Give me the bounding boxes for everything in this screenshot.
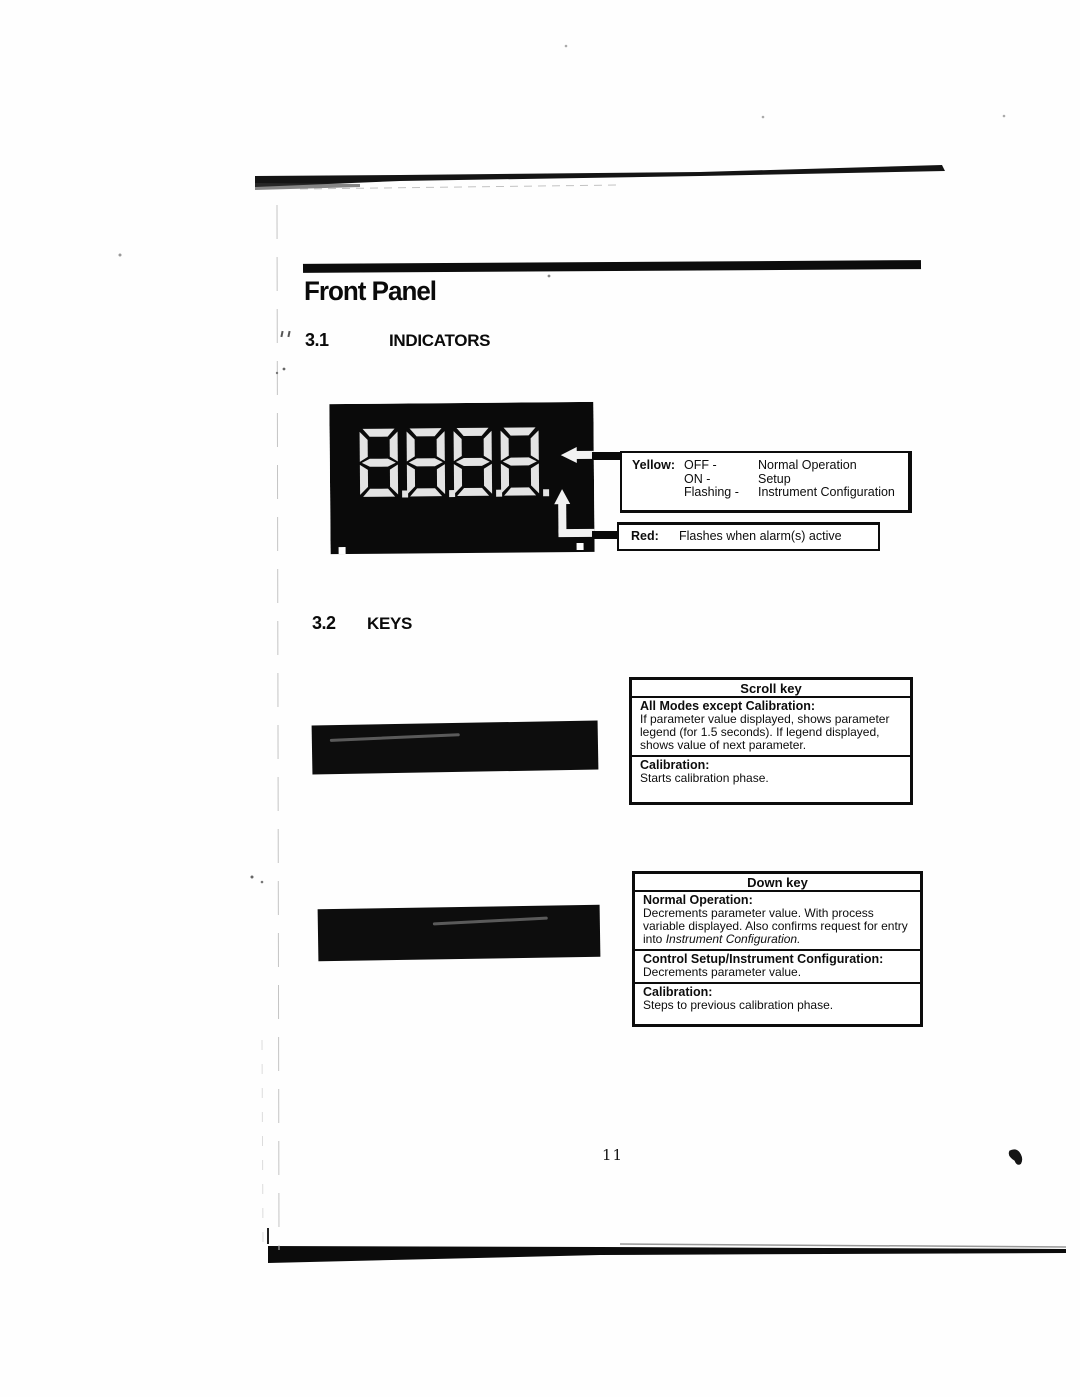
page-number: 11 <box>602 1146 624 1164</box>
down-key-description: Down key Normal Operation: Decrements parameter value. With process variable displayed. Also confirms request for entry into Instrument Configuration. Control Setup/Instrument Configuration: Decrements parameter value. Calibration: Steps to previous calibration phase. <box>632 871 923 1027</box>
red-label: Red: <box>631 529 659 544</box>
yellow-indicator-callout: Yellow: OFF - Normal Operation ON - Setup Flashing - Instrument Configuration <box>620 451 912 513</box>
section-heading-indicators: INDICATORS <box>389 331 491 350</box>
section-number-3-1: 3.1 <box>305 330 329 350</box>
section-heading-keys: KEYS <box>367 614 413 633</box>
red-callout-connector <box>592 531 619 539</box>
red-indicator-callout: Red: Flashes when alarm(s) active <box>617 522 880 551</box>
yellow-callout-connector <box>592 452 622 460</box>
down-key-photo <box>318 905 601 961</box>
page-title: Front Panel <box>304 275 437 307</box>
scroll-key-description: Scroll key All Modes except Calibration: If parameter value displayed, shows parameter legend (for 1.5 seconds). If legend displayed, shows value of next parameter. Calibration: Starts calibration phase. <box>629 677 913 805</box>
section-number-3-2: 3.2 <box>312 613 336 633</box>
header-rule <box>303 260 921 273</box>
scroll-key-title: Scroll key <box>740 681 802 696</box>
seven-segment-display-figure <box>329 402 594 560</box>
pen-mark <box>1006 1148 1025 1166</box>
down-key-title: Down key <box>747 875 808 890</box>
scroll-key-photo <box>312 721 599 775</box>
yellow-label: Yellow: <box>632 458 676 472</box>
